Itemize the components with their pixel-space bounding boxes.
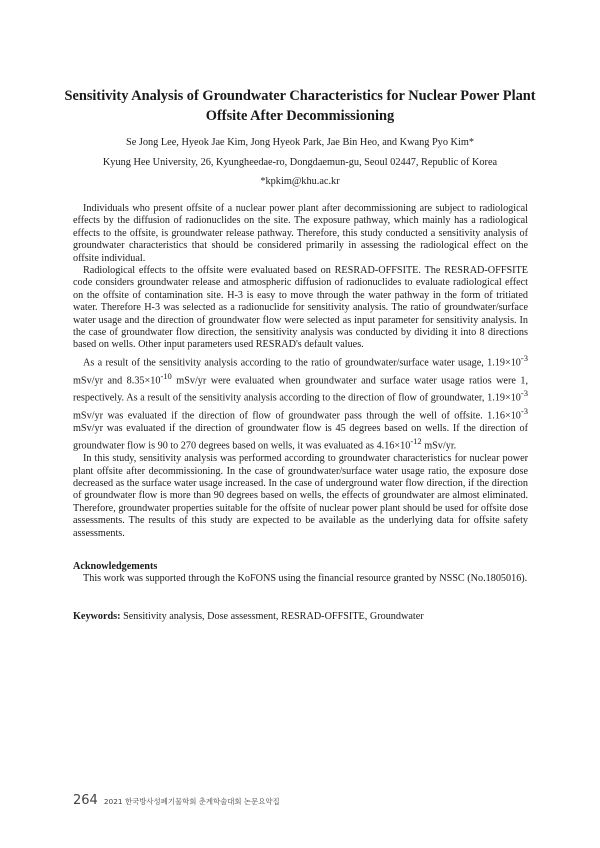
acknowledgements-heading: Acknowledgements bbox=[73, 561, 158, 572]
abstract-paragraph-4: In this study, sensitivity analysis was performed according to groundwater characteristics for nuclear power plant offsite after decommissioning. In the case of groundwater/surface water usage ratio, the exposure dose decreased as the surface water usage increased. In the case of underground water flow direction, if the direction of groundwater flow is more than 90 degrees based on wells, the effects of groundwater are almost eliminated. Therefore, groundwater properties suitable for the offsite of nuclear power plant should be used for offsite dose assessments. The results of this study are expected to be available as the underlying data for offsite safety assessments. bbox=[73, 453, 528, 539]
abstract-paragraph-2: Radiological effects to the offsite were evaluated based on RESRAD-OFFSITE. The RESRAD-OFFSITE code considers groundwater release and atmospheric diffusion of radionuclides to evaluate radiological effect on the offsite of contamination site. H-3 is easy to move through the water pathway in the form of tritiated water. Therefore H-3 was selected as a radionuclide for sensitivity analysis. The ratio of groundwater/surface water usage and the direction of groundwater flow were selected as input parameter for sensitivity analysis. In the case of groundwater flow direction, the sensitivity analysis was conducted by dividing it into 8 directions based on wells. Other input parameters used RESRAD's default values. bbox=[73, 265, 528, 351]
abstract-body bbox=[73, 203, 528, 540]
acknowledgements-body: This work was supported through the KoFONS using the financial resource granted by NSSC (No.1805016). bbox=[83, 573, 528, 584]
p3-text-4: mSv/yr was evaluated if the direction of flow of groundwater pass through the well of offsite. 1.16×10 bbox=[73, 410, 521, 422]
p3-text-6: mSv/yr. bbox=[421, 440, 457, 452]
author-list: Se Jong Lee, Hyeok Jae Kim, Jong Hyeok Park, Jae Bin Heo, and Kwang Pyo Kim* bbox=[125, 137, 475, 148]
abstract-paragraph-1: Individuals who present offsite of a nuclear power plant after decommissioning are subject to radiological effects by the diffusion of radionuclides on the site. The exposure pathway, which mainly has a radiological effects to the offsite, is groundwater release pathway. Therefore, this study conducted a sensitivity analysis of groundwater characteristics that should be considered primarily in assessing the radiological effect on the offsite individual. bbox=[73, 203, 528, 264]
page-footer bbox=[73, 793, 280, 808]
keywords-label: Keywords: bbox=[73, 611, 121, 622]
proceedings-title: 2021 한국방사성폐기물학회 춘계학술대회 논문요약집 bbox=[103, 797, 280, 806]
p3-text-1: As a result of the sensitivity analysis according to the ratio of groundwater/surface water usage, 1.19×10 bbox=[83, 357, 521, 369]
p3-text-5: mSv/yr was evaluated if the direction of groundwater flow is 45 degrees based on wells. If the direction of groundwater flow is 90 to 270 degrees based on wells, it was evaluated as 4.16×10 bbox=[73, 423, 528, 452]
p3-exponent-3: -3 bbox=[520, 388, 528, 399]
p3-exponent-5: -12 bbox=[410, 436, 422, 447]
corresponding-email: *kpkim@khu.ac.kr bbox=[260, 176, 340, 187]
affiliation: Kyung Hee University, 26, Kyungheedae-ro, Dongdaemun-gu, Seoul 02447, Republic of Korea bbox=[102, 157, 498, 168]
p3-text-3: mSv/yr were evaluated when groundwater and surface water usage ratios were 1, respectively. As a result of the sensitivity analysis according to the direction of flow of groundwater, 1.19×10 bbox=[73, 375, 528, 404]
abstract-paragraph-3 bbox=[73, 352, 528, 453]
title-line-2: Offsite After Decommissioning bbox=[205, 108, 395, 124]
title-line-1: Sensitivity Analysis of Groundwater Characteristics for Nuclear Power Plant bbox=[64, 88, 536, 104]
keywords-text: Sensitivity analysis, Dose assessment, RESRAD-OFFSITE, Groundwater bbox=[120, 611, 424, 622]
p3-exponent-2: -10 bbox=[160, 370, 172, 381]
page-number: 264 bbox=[73, 793, 98, 808]
keywords-line bbox=[73, 611, 528, 623]
p3-text-2: mSv/yr and 8.35×10 bbox=[73, 375, 161, 387]
paper-title bbox=[60, 86, 540, 126]
p3-exponent-4: -3 bbox=[520, 406, 528, 417]
p3-exponent-1: -3 bbox=[520, 352, 528, 363]
